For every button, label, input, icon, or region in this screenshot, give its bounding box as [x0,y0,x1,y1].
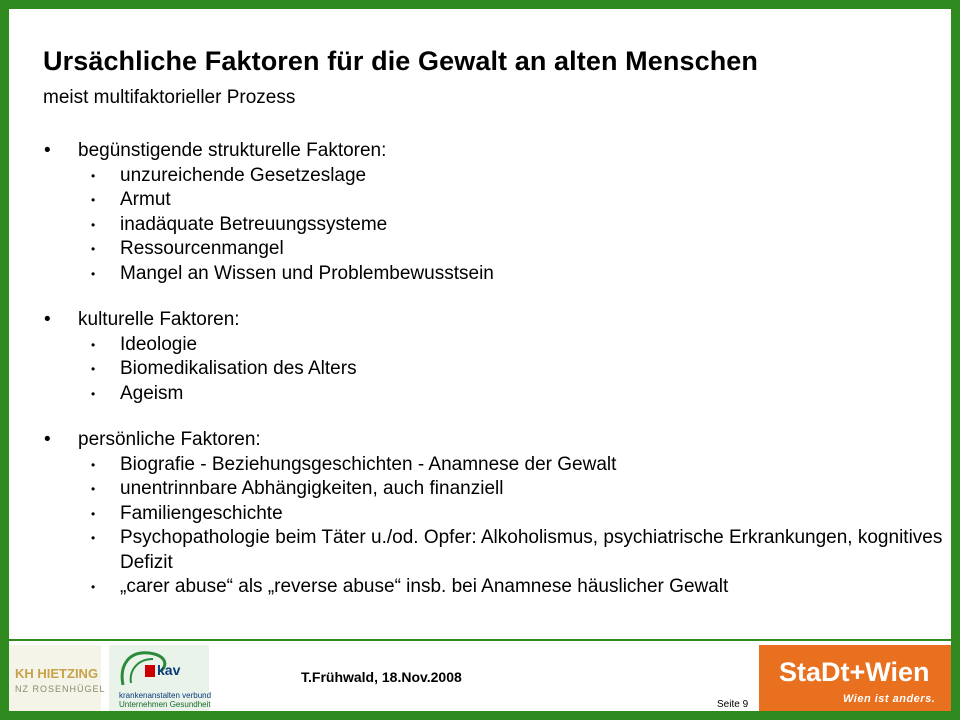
section-heading-text: persönliche Faktoren: [78,429,261,450]
slide [9,9,951,711]
list-item [43,502,943,527]
bullet-icon: • [44,140,51,161]
section-personal [43,428,943,600]
section-heading-text: begünstigende strukturelle Faktoren: [78,140,387,161]
bullet-icon: • [91,266,96,281]
bullet-icon: • [91,337,96,352]
page-number: Seite 9 [717,699,749,710]
list-item [43,237,943,262]
logo-text: Unternehmen Gesundheit [119,700,211,709]
bullet-icon: • [91,531,96,545]
slide-subtitle: meist multifaktorieller Prozess [43,87,296,108]
section-heading [43,139,943,164]
list-item [43,188,943,213]
list-item-text: Ideologie [120,333,198,355]
section-structural [43,139,943,286]
list-item-text: Psychopathologie beim Täter u./od. Opfer: Alkoholismus, psychiatrische Erkrankungen, kognitives Defizit [120,527,943,573]
list-item-text: unzureichende Gesetzeslage [120,164,367,186]
bullet-icon: • [91,193,96,207]
list-item-text: Biografie - Beziehungsgeschichten - Anamnese der Gewalt [120,453,617,475]
footer-divider [9,639,951,641]
bullet-icon: • [91,457,96,472]
list-item [43,357,943,382]
section-heading-text: kulturelle Faktoren: [78,309,240,330]
list-item-text: Mangel an Wissen und Problembewusstsein [120,262,494,284]
stadt-wien-logo [759,645,951,711]
list-item [43,213,943,238]
logo-text: NZ ROSENHÜGEL [15,684,106,694]
list-item [43,164,943,189]
logo-text: StaDt+Wien [779,657,930,687]
bullet-icon: • [91,217,96,232]
section-cultural [43,308,943,406]
list-item-text: Familiengeschichte [120,502,283,524]
bullet-icon: • [44,429,51,450]
footer-author-date: T.Frühwald, 18.Nov.2008 [301,669,462,685]
bullet-icon: • [91,362,96,376]
bullet-icon: • [44,309,51,330]
list-item [43,526,943,575]
logo-slogan: Wien ist anders. [843,693,936,705]
logo-text: KH HIETZING [15,666,99,681]
list-item-text: Ressourcenmangel [120,238,284,259]
bullet-icon: • [91,506,96,521]
logo-text: kav [157,662,181,678]
bullet-icon: • [91,386,96,401]
slide-title: Ursächliche Faktoren für die Gewalt an alten Menschen [43,46,758,76]
kh-hietzing-logo [9,645,106,711]
list-item [43,453,943,478]
vienna-cross-icon [145,665,155,677]
list-item-text: „carer abuse“ als „reverse abuse“ insb. bei Anamnese häuslicher Gewalt [120,576,729,597]
bullet-content [43,139,943,622]
list-item [43,262,943,287]
list-item [43,333,943,358]
logo-text: krankenanstalten verbund [119,691,212,700]
list-item-text: Armut [120,189,171,210]
list-item [43,382,943,407]
list-item [43,575,943,600]
section-heading [43,428,943,453]
bullet-icon: • [91,168,96,183]
list-item-text: inadäquate Betreuungssysteme [120,213,388,235]
list-item-text: Biomedikalisation des Alters [120,358,357,379]
list-item-text: unentrinnbare Abhängigkeiten, auch finanziell [120,478,504,499]
bullet-icon: • [91,580,96,594]
section-heading [43,308,943,333]
kav-logo [109,645,212,711]
list-item [43,477,943,502]
bullet-icon: • [91,482,96,496]
bullet-icon: • [91,242,96,256]
list-item-text: Ageism [120,382,184,404]
